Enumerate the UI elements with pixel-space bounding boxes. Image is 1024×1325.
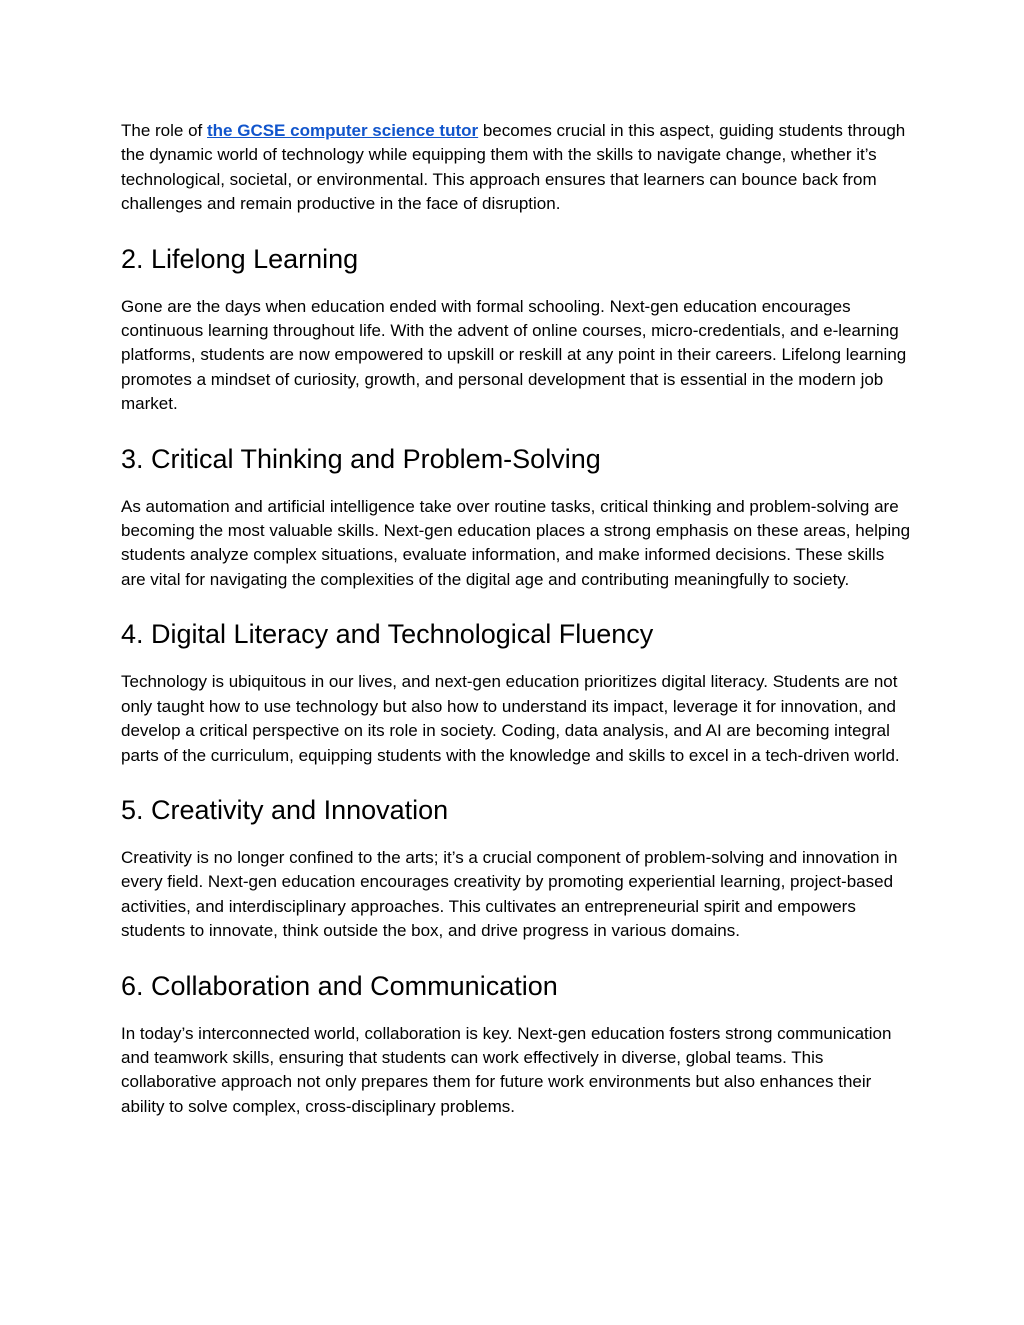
section-heading-lifelong-learning: 2. Lifelong Learning (121, 243, 359, 274)
section-body-critical-thinking: As automation and artificial intelligence take over routine tasks, critical thinking and problem-solving are becoming the most valuable skills. Next-gen education places a strong emphasis on these areas, helping students analyze complex situations, evaluate information, and make informed decisions. These skills are vital for navigating the complexities of the digital age and contributing meaningfully to society. (121, 496, 911, 589)
section-heading-collaboration: 6. Collaboration and Communication (121, 970, 558, 1001)
intro-text-before-link: The role of (121, 121, 207, 140)
section-body-collaboration: In today’s interconnected world, collaboration is key. Next-gen education fosters strong communication and teamwork skills, ensuring that students can work effectively in diverse, global teams. This collaborative approach not only prepares them for future work environments but also enhances their ability to solve complex, cross-disciplinary problems. (121, 1023, 892, 1116)
gcse-tutor-link[interactable]: the GCSE computer science tutor (207, 121, 479, 140)
intro-text-after-link: becomes crucial in this aspect, guiding students through the dynamic world of technology while equipping them with the skills to navigate change, whether it’s technological, societal, or environmental. This approach ensures that learners can bounce back from challenges and remain productive in the face of disruption. (121, 121, 906, 214)
section-body-digital-literacy: Technology is ubiquitous in our lives, and next-gen education prioritizes digital literacy. Students are not only taught how to use technology but also how to understand its impact, leverage it for innovation, and develop a critical perspective on its role in society. Coding, data analysis, and AI are becoming integral parts of the curriculum, equipping students with the knowledge and skills to excel in a tech-driven world. (121, 672, 900, 765)
section-heading-digital-literacy: 4. Digital Literacy and Technological Fluency (121, 619, 654, 650)
section-body-lifelong-learning: Gone are the days when education ended with formal schooling. Next-gen education encourages continuous learning throughout life. With the advent of online courses, micro-credentials, and e-learning platforms, students are now empowered to upskill or reskill at any point in their careers. Lifelong learning promotes a mindset of curiosity, growth, and personal development that is essential in the modern job market. (121, 296, 907, 414)
section-heading-creativity: 5. Creativity and Innovation (121, 794, 449, 825)
document-page (121, 119, 911, 1119)
section-heading-critical-thinking: 3. Critical Thinking and Problem-Solving (121, 443, 601, 474)
section-body-creativity: Creativity is no longer confined to the arts; it’s a crucial component of problem-solving and innovation in every field. Next-gen education encourages creativity by promoting experiential learning, project-based activities, and interdisciplinary approaches. This cultivates an entrepreneurial spirit and empowers students to innovate, think outside the box, and drive progress in various domains. (121, 847, 898, 941)
intro-paragraph (121, 119, 911, 217)
